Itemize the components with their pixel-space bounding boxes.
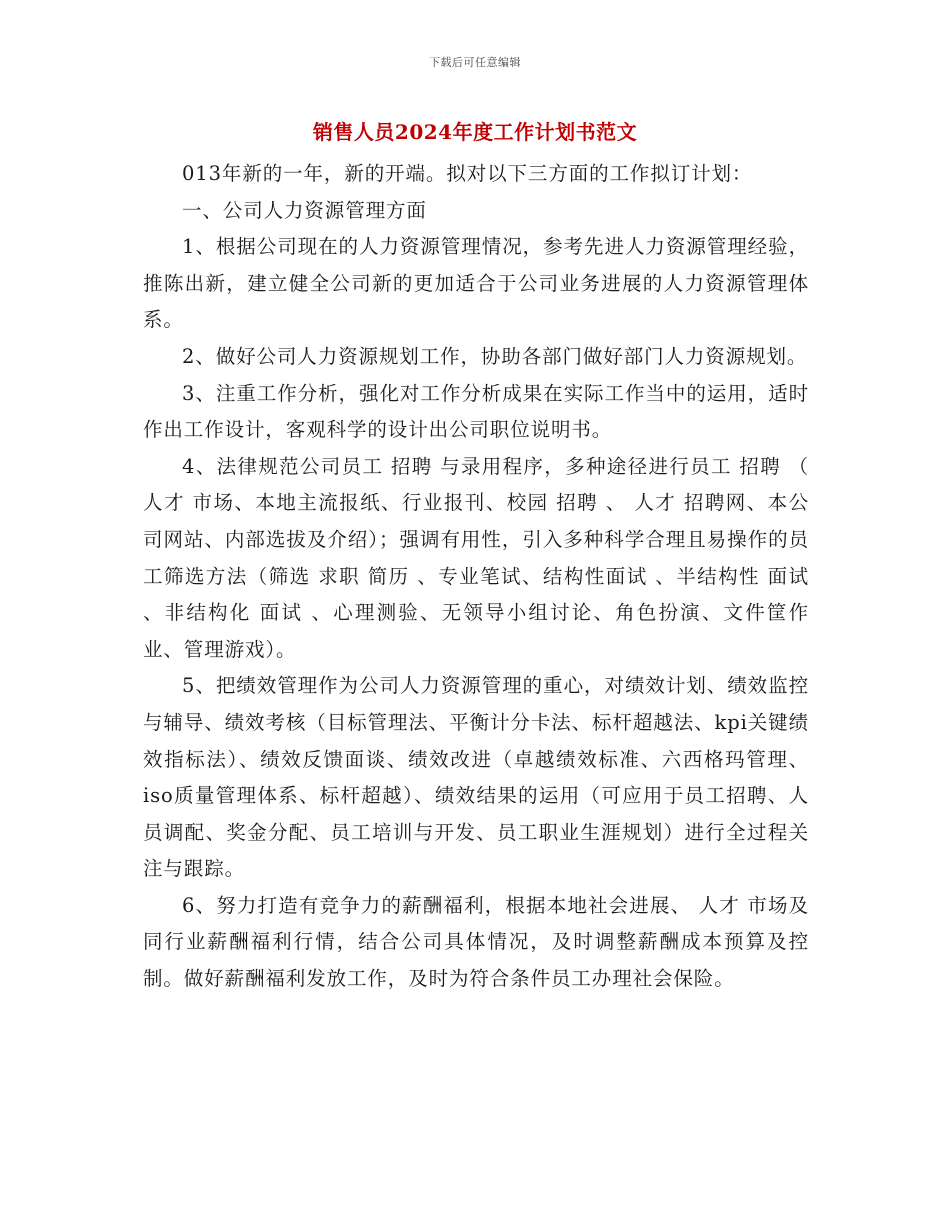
document-body <box>143 156 809 998</box>
header-note: 下载后可任意编辑 <box>429 56 521 69</box>
paragraph-item-2: 2、做好公司人力资源规划工作，协助各部门做好部门人力资源规划。 <box>182 344 808 368</box>
paragraph-item-1: 1、根据公司现在的人力资源管理情况，参考先进人力资源管理经验，推陈出新，建立健全公司新的更加适合于公司业务进展的人力资源管理体系。 <box>143 235 809 332</box>
paragraph-item-4: 4、法律规范公司员工 招聘 与录用程序，多种途径进行员工 招聘 （ 人才 市场、本地主流报纸、行业报刊、校园 招聘 、 人才 招聘网、本公司网站、内部选拔及介绍）；强调有用性，引入多种科学合理且易操作的员工筛选方法（筛选 求职 简历 、专业笔试、结构性面试 、半结构性 面试 、非结构化 面试 、心理测验、无领导小组讨论、角色扮演、文件筐作业、管理游戏）。 <box>143 454 809 661</box>
section-heading-hr: 一、公司人力资源管理方面 <box>182 198 427 222</box>
paragraph-item-3: 3、注重工作分析，强化对工作分析成果在实际工作当中的运用，适时作出工作设计，客观科学的设计出公司职位说明书。 <box>143 381 809 442</box>
paragraph-item-5: 5、把绩效管理作为公司人力资源管理的重心，对绩效计划、绩效监控与辅导、绩效考核（目标管理法、平衡计分卡法、标杆超越法、kpi关键绩效指标法）、绩效反馈面谈、绩效改进（卓越绩效标准、六西格玛管理、iso质量管理体系、标杆超越）、绩效结果的运用（可应用于员工招聘、人员调配、奖金分配、员工培训与开发、员工职业生涯规划）进行全过程关注与跟踪。 <box>143 674 809 881</box>
paragraph-intro: 013年新的一年，新的开端。拟对以下三方面的工作拟订计划： <box>182 162 753 185</box>
paragraph-item-6: 6、努力打造有竞争力的薪酬福利，根据本地社会进展、 人才 市场及同行业薪酬福利行情，结合公司具体情况，及时调整薪酬成本预算及控制。做好薪酬福利发放工作，及时为符合条件员工办理社会保险。 <box>143 893 809 991</box>
document-title: 销售人员2024年度工作计划书范文 <box>312 120 638 144</box>
